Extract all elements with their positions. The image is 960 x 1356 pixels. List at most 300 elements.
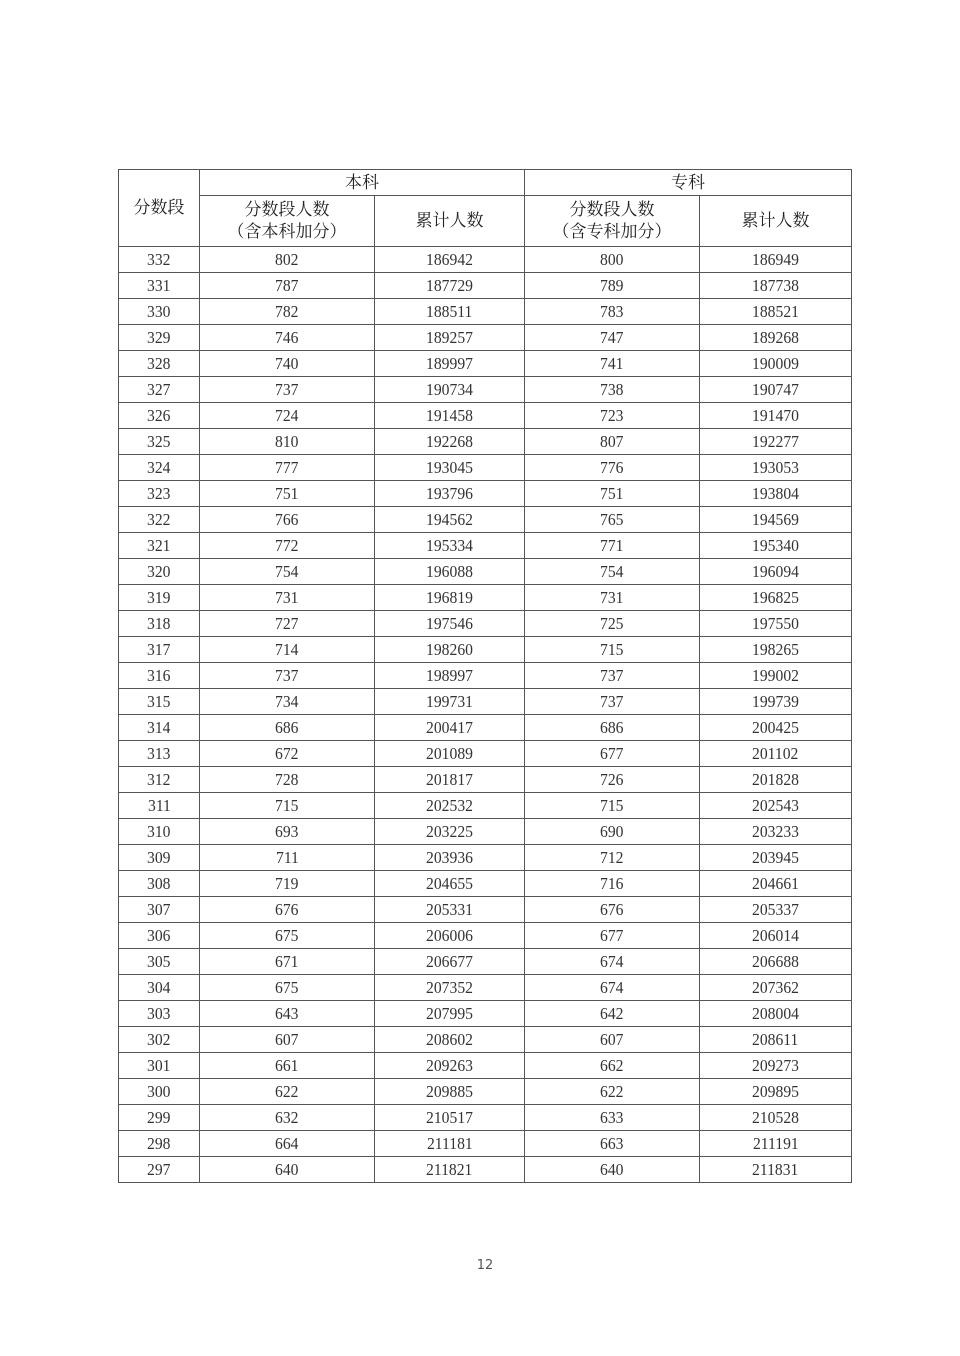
zhuanke-segment-count-cell-value: 747 [600, 328, 624, 347]
table-header [119, 170, 852, 247]
zhuanke-segment-count-cell-value: 738 [600, 380, 624, 399]
score-cell-value: 304 [147, 978, 171, 997]
benke-cumulative-cell-value: 203936 [426, 848, 473, 867]
benke-cumulative-cell [375, 793, 525, 819]
benke-segment-count-cell [200, 1027, 375, 1053]
zhuanke-segment-count-cell [525, 377, 700, 403]
score-cell-value: 321 [147, 536, 171, 555]
benke-segment-count-cell [200, 481, 375, 507]
benke-cumulative-cell-value: 192268 [426, 432, 473, 451]
zhuanke-cumulative-cell [700, 897, 852, 923]
benke-cumulative-cell-value: 206006 [426, 926, 473, 945]
zhuanke-segment-count-cell [525, 689, 700, 715]
benke-segment-count-cell-value: 672 [275, 744, 299, 763]
table-row [119, 923, 852, 949]
score-cell [119, 637, 200, 663]
table-row [119, 767, 852, 793]
zhuanke-cumulative-cell [700, 481, 852, 507]
benke-segment-count-cell-value: 728 [275, 770, 299, 789]
benke-segment-count-cell [200, 533, 375, 559]
benke-segment-count-cell [200, 351, 375, 377]
score-cell-value: 303 [147, 1004, 171, 1023]
header-zhuanke-segment-count-line1: 分数段人数 [569, 200, 655, 220]
benke-cumulative-cell [375, 1105, 525, 1131]
score-cell-value: 322 [147, 510, 171, 529]
benke-segment-count-cell [200, 689, 375, 715]
benke-segment-count-cell-value: 714 [275, 640, 299, 659]
benke-segment-count-cell-value: 751 [275, 484, 299, 503]
zhuanke-segment-count-cell-value: 642 [600, 1004, 624, 1023]
benke-cumulative-cell-value: 194562 [426, 510, 473, 529]
benke-cumulative-cell-value: 202532 [426, 796, 473, 815]
benke-cumulative-cell [375, 273, 525, 299]
benke-segment-count-cell-value: 676 [275, 900, 299, 919]
benke-segment-count-cell [200, 975, 375, 1001]
benke-cumulative-cell [375, 377, 525, 403]
zhuanke-cumulative-cell [700, 845, 852, 871]
benke-segment-count-cell-value: 607 [275, 1030, 299, 1049]
benke-segment-count-cell-value: 782 [275, 302, 299, 321]
zhuanke-cumulative-cell-value: 201102 [752, 744, 799, 763]
zhuanke-cumulative-cell [700, 767, 852, 793]
score-cell-value: 299 [147, 1108, 171, 1127]
table-row [119, 897, 852, 923]
zhuanke-cumulative-cell-value: 210528 [752, 1108, 799, 1127]
header-benke-segment-count [200, 196, 375, 247]
zhuanke-cumulative-cell [700, 429, 852, 455]
benke-cumulative-cell [375, 299, 525, 325]
table-row [119, 1053, 852, 1079]
zhuanke-cumulative-cell-value: 211191 [752, 1134, 799, 1153]
header-row-groups [119, 170, 852, 196]
benke-segment-count-cell-value: 810 [275, 432, 299, 451]
zhuanke-segment-count-cell-value: 676 [600, 900, 624, 919]
zhuanke-cumulative-cell-value: 206688 [752, 952, 799, 971]
table-row [119, 585, 852, 611]
benke-segment-count-cell-value: 802 [275, 250, 299, 269]
benke-cumulative-cell [375, 767, 525, 793]
benke-segment-count-cell-value: 724 [275, 406, 299, 425]
zhuanke-cumulative-cell-value: 196825 [752, 588, 799, 607]
table-row [119, 481, 852, 507]
table-row [119, 299, 852, 325]
score-cell-value: 323 [147, 484, 171, 503]
table-row [119, 429, 852, 455]
benke-segment-count-cell-value: 737 [275, 666, 299, 685]
score-cell-value: 330 [147, 302, 171, 321]
header-benke-segment-count-line1: 分数段人数 [244, 200, 330, 220]
zhuanke-cumulative-cell-value: 196094 [752, 562, 799, 581]
benke-cumulative-cell [375, 559, 525, 585]
benke-cumulative-cell-value: 205331 [426, 900, 473, 919]
zhuanke-cumulative-cell [700, 585, 852, 611]
table-row [119, 741, 852, 767]
zhuanke-cumulative-cell-value: 203945 [752, 848, 799, 867]
zhuanke-cumulative-cell [700, 1053, 852, 1079]
benke-cumulative-cell-value: 197546 [426, 614, 473, 633]
zhuanke-segment-count-cell [525, 637, 700, 663]
zhuanke-cumulative-cell-value: 193804 [752, 484, 799, 503]
benke-cumulative-cell [375, 715, 525, 741]
benke-cumulative-cell [375, 663, 525, 689]
zhuanke-segment-count-cell [525, 1027, 700, 1053]
score-cell [119, 273, 200, 299]
score-cell-value: 306 [147, 926, 171, 945]
zhuanke-segment-count-cell-value: 663 [600, 1134, 624, 1153]
benke-cumulative-cell-value: 207352 [426, 978, 473, 997]
zhuanke-cumulative-cell-value: 205337 [752, 900, 799, 919]
benke-segment-count-cell-value: 731 [275, 588, 299, 607]
score-cell [119, 559, 200, 585]
zhuanke-segment-count-cell [525, 559, 700, 585]
zhuanke-segment-count-cell-value: 674 [600, 978, 624, 997]
zhuanke-cumulative-cell-value: 202543 [752, 796, 799, 815]
benke-cumulative-cell-value: 186942 [426, 250, 473, 269]
table-row [119, 351, 852, 377]
zhuanke-cumulative-cell [700, 1157, 852, 1183]
zhuanke-segment-count-cell-value: 677 [600, 926, 624, 945]
zhuanke-cumulative-cell [700, 299, 852, 325]
zhuanke-segment-count-cell [525, 949, 700, 975]
header-group-zhuanke: 专科 [525, 170, 852, 196]
benke-cumulative-cell [375, 533, 525, 559]
benke-segment-count-cell-value: 675 [275, 926, 299, 945]
benke-cumulative-cell-value: 211821 [426, 1160, 473, 1179]
zhuanke-segment-count-cell [525, 897, 700, 923]
zhuanke-segment-count-cell [525, 715, 700, 741]
zhuanke-cumulative-cell-value: 201828 [752, 770, 799, 789]
zhuanke-cumulative-cell [700, 949, 852, 975]
benke-segment-count-cell [200, 923, 375, 949]
benke-segment-count-cell-value: 719 [275, 874, 299, 893]
zhuanke-segment-count-cell-value: 607 [600, 1030, 624, 1049]
zhuanke-segment-count-cell [525, 1079, 700, 1105]
benke-cumulative-cell [375, 585, 525, 611]
benke-segment-count-cell [200, 1157, 375, 1183]
table-row [119, 975, 852, 1001]
zhuanke-cumulative-cell [700, 403, 852, 429]
score-cell-value: 326 [147, 406, 171, 425]
table-row [119, 273, 852, 299]
zhuanke-segment-count-cell-value: 789 [600, 276, 624, 295]
benke-segment-count-cell-value: 740 [275, 354, 299, 373]
zhuanke-segment-count-cell-value: 712 [600, 848, 624, 867]
zhuanke-cumulative-cell-value: 209895 [752, 1082, 799, 1101]
score-cell [119, 845, 200, 871]
score-cell [119, 949, 200, 975]
score-cell-value: 313 [147, 744, 171, 763]
benke-segment-count-cell [200, 507, 375, 533]
benke-cumulative-cell-value: 190734 [426, 380, 473, 399]
score-cell-value: 301 [147, 1056, 171, 1075]
table-row [119, 611, 852, 637]
header-benke-segment-count-line2: （含本科加分） [227, 222, 347, 242]
zhuanke-segment-count-cell [525, 819, 700, 845]
zhuanke-cumulative-cell-value: 189268 [752, 328, 799, 347]
benke-cumulative-cell-value: 193796 [426, 484, 473, 503]
zhuanke-segment-count-cell [525, 247, 700, 273]
benke-cumulative-cell-value: 199731 [426, 692, 473, 711]
benke-cumulative-cell [375, 1001, 525, 1027]
zhuanke-cumulative-cell-value: 190009 [752, 354, 799, 373]
header-row-columns [119, 196, 852, 247]
zhuanke-segment-count-cell-value: 771 [600, 536, 624, 555]
benke-segment-count-cell-value: 746 [275, 328, 299, 347]
zhuanke-cumulative-cell [700, 1131, 852, 1157]
benke-cumulative-cell-value: 187729 [426, 276, 473, 295]
zhuanke-cumulative-cell-value: 199002 [752, 666, 799, 685]
page-number: 12 [476, 1258, 494, 1273]
zhuanke-segment-count-cell-value: 751 [600, 484, 624, 503]
score-cell [119, 1079, 200, 1105]
zhuanke-cumulative-cell-value: 192277 [752, 432, 799, 451]
benke-segment-count-cell-value: 661 [275, 1056, 299, 1075]
zhuanke-segment-count-cell-value: 716 [600, 874, 624, 893]
score-cell-value: 316 [147, 666, 171, 685]
zhuanke-segment-count-cell [525, 611, 700, 637]
score-cell-value: 329 [147, 328, 171, 347]
score-cell [119, 351, 200, 377]
table-row [119, 1105, 852, 1131]
score-cell-value: 308 [147, 874, 171, 893]
score-cell [119, 1027, 200, 1053]
zhuanke-segment-count-cell [525, 1157, 700, 1183]
header-group-benke: 本科 [200, 170, 525, 196]
benke-segment-count-cell [200, 273, 375, 299]
zhuanke-cumulative-cell [700, 455, 852, 481]
benke-segment-count-cell [200, 1079, 375, 1105]
zhuanke-cumulative-cell-value: 187738 [752, 276, 799, 295]
benke-cumulative-cell-value: 210517 [426, 1108, 473, 1127]
zhuanke-segment-count-cell [525, 1001, 700, 1027]
zhuanke-segment-count-cell [525, 351, 700, 377]
table-row [119, 637, 852, 663]
table-row [119, 507, 852, 533]
zhuanke-segment-count-cell-value: 715 [600, 796, 624, 815]
table-body [119, 247, 852, 1183]
zhuanke-cumulative-cell [700, 923, 852, 949]
benke-cumulative-cell-value: 201817 [426, 770, 473, 789]
header-zhuanke-segment-count [525, 196, 700, 247]
zhuanke-cumulative-cell [700, 507, 852, 533]
score-cell [119, 325, 200, 351]
benke-segment-count-cell-value: 787 [275, 276, 299, 295]
zhuanke-cumulative-cell-value: 208004 [752, 1004, 799, 1023]
benke-segment-count-cell [200, 819, 375, 845]
benke-cumulative-cell [375, 1027, 525, 1053]
benke-cumulative-cell [375, 403, 525, 429]
score-cell-value: 315 [147, 692, 171, 711]
score-cell [119, 1001, 200, 1027]
score-cell [119, 1157, 200, 1183]
benke-cumulative-cell [375, 871, 525, 897]
score-cell-value: 310 [147, 822, 171, 841]
score-cell [119, 1053, 200, 1079]
benke-segment-count-cell-value: 734 [275, 692, 299, 711]
score-cell-value: 327 [147, 380, 171, 399]
score-cell-value: 332 [147, 250, 171, 269]
zhuanke-segment-count-cell-value: 715 [600, 640, 624, 659]
benke-cumulative-cell [375, 351, 525, 377]
zhuanke-segment-count-cell [525, 871, 700, 897]
zhuanke-segment-count-cell [525, 1105, 700, 1131]
zhuanke-segment-count-cell-value: 686 [600, 718, 624, 737]
zhuanke-cumulative-cell-value: 206014 [752, 926, 799, 945]
zhuanke-segment-count-cell [525, 403, 700, 429]
benke-segment-count-cell [200, 1001, 375, 1027]
score-cell [119, 507, 200, 533]
benke-segment-count-cell-value: 664 [275, 1134, 299, 1153]
zhuanke-cumulative-cell-value: 203233 [752, 822, 799, 841]
benke-segment-count-cell-value: 772 [275, 536, 299, 555]
zhuanke-segment-count-cell-value: 731 [600, 588, 624, 607]
table-row [119, 1131, 852, 1157]
benke-segment-count-cell [200, 793, 375, 819]
table-row [119, 247, 852, 273]
zhuanke-cumulative-cell [700, 793, 852, 819]
benke-segment-count-cell [200, 559, 375, 585]
zhuanke-segment-count-cell-value: 674 [600, 952, 624, 971]
zhuanke-segment-count-cell [525, 481, 700, 507]
benke-cumulative-cell-value: 198260 [426, 640, 473, 659]
score-cell [119, 299, 200, 325]
zhuanke-cumulative-cell [700, 637, 852, 663]
benke-segment-count-cell [200, 1131, 375, 1157]
benke-cumulative-cell [375, 507, 525, 533]
zhuanke-segment-count-cell-value: 726 [600, 770, 624, 789]
score-cell [119, 897, 200, 923]
benke-segment-count-cell [200, 429, 375, 455]
score-cell-value: 297 [147, 1160, 171, 1179]
score-distribution-table [118, 169, 852, 1183]
zhuanke-segment-count-cell [525, 1131, 700, 1157]
score-cell-value: 309 [147, 848, 171, 867]
score-cell [119, 767, 200, 793]
score-cell-value: 320 [147, 562, 171, 581]
benke-cumulative-cell-value: 209885 [426, 1082, 473, 1101]
table-row [119, 559, 852, 585]
benke-segment-count-cell [200, 949, 375, 975]
score-cell [119, 429, 200, 455]
header-score-segment: 分数段 [119, 170, 200, 247]
zhuanke-cumulative-cell-value: 198265 [752, 640, 799, 659]
benke-segment-count-cell [200, 845, 375, 871]
zhuanke-segment-count-cell-value: 677 [600, 744, 624, 763]
zhuanke-cumulative-cell-value: 190747 [752, 380, 799, 399]
score-cell-value: 305 [147, 952, 171, 971]
benke-segment-count-cell [200, 403, 375, 429]
zhuanke-cumulative-cell [700, 325, 852, 351]
benke-segment-count-cell-value: 640 [275, 1160, 299, 1179]
benke-segment-count-cell-value: 711 [275, 848, 299, 867]
zhuanke-cumulative-cell [700, 377, 852, 403]
benke-cumulative-cell-value: 191458 [426, 406, 473, 425]
score-cell-value: 319 [147, 588, 171, 607]
benke-cumulative-cell [375, 455, 525, 481]
benke-cumulative-cell-value: 198997 [426, 666, 473, 685]
score-cell-value: 331 [147, 276, 171, 295]
benke-cumulative-cell-value: 204655 [426, 874, 473, 893]
benke-cumulative-cell-value: 195334 [426, 536, 473, 555]
benke-segment-count-cell-value: 632 [275, 1108, 299, 1127]
table-row [119, 455, 852, 481]
benke-cumulative-cell [375, 325, 525, 351]
score-cell [119, 663, 200, 689]
zhuanke-segment-count-cell-value: 622 [600, 1082, 624, 1101]
zhuanke-segment-count-cell-value: 662 [600, 1056, 624, 1075]
benke-cumulative-cell-value: 207995 [426, 1004, 473, 1023]
zhuanke-segment-count-cell-value: 800 [600, 250, 624, 269]
zhuanke-segment-count-cell-value: 783 [600, 302, 624, 321]
benke-segment-count-cell [200, 585, 375, 611]
header-zhuanke-cumulative: 累计人数 [700, 196, 852, 247]
score-cell-value: 312 [147, 770, 171, 789]
benke-cumulative-cell [375, 1079, 525, 1105]
zhuanke-cumulative-cell-value: 193053 [752, 458, 799, 477]
score-cell [119, 975, 200, 1001]
zhuanke-segment-count-cell [525, 793, 700, 819]
benke-cumulative-cell-value: 193045 [426, 458, 473, 477]
table-row [119, 403, 852, 429]
benke-cumulative-cell-value: 208602 [426, 1030, 473, 1049]
score-cell [119, 611, 200, 637]
zhuanke-cumulative-cell-value: 194569 [752, 510, 799, 529]
benke-cumulative-cell [375, 897, 525, 923]
zhuanke-segment-count-cell [525, 923, 700, 949]
score-cell [119, 481, 200, 507]
score-cell-value: 324 [147, 458, 171, 477]
zhuanke-segment-count-cell [525, 429, 700, 455]
score-cell [119, 1105, 200, 1131]
zhuanke-cumulative-cell-value: 200425 [752, 718, 799, 737]
score-cell-value: 317 [147, 640, 171, 659]
benke-cumulative-cell [375, 949, 525, 975]
zhuanke-segment-count-cell-value: 737 [600, 692, 624, 711]
header-zhuanke-segment-count-line2: （含专科加分） [552, 222, 672, 242]
zhuanke-cumulative-cell [700, 559, 852, 585]
zhuanke-segment-count-cell [525, 741, 700, 767]
benke-cumulative-cell-value: 196088 [426, 562, 473, 581]
score-cell [119, 377, 200, 403]
zhuanke-segment-count-cell-value: 776 [600, 458, 624, 477]
score-cell-value: 300 [147, 1082, 171, 1101]
score-cell [119, 247, 200, 273]
benke-segment-count-cell [200, 637, 375, 663]
zhuanke-segment-count-cell [525, 507, 700, 533]
table-row [119, 377, 852, 403]
zhuanke-segment-count-cell [525, 1053, 700, 1079]
zhuanke-segment-count-cell-value: 723 [600, 406, 624, 425]
score-cell-value: 325 [147, 432, 171, 451]
benke-cumulative-cell-value: 206677 [426, 952, 473, 971]
zhuanke-segment-count-cell-value: 807 [600, 432, 624, 451]
table-row [119, 871, 852, 897]
zhuanke-segment-count-cell [525, 767, 700, 793]
zhuanke-segment-count-cell-value: 741 [600, 354, 624, 373]
score-cell [119, 1131, 200, 1157]
zhuanke-segment-count-cell-value: 725 [600, 614, 624, 633]
zhuanke-cumulative-cell [700, 819, 852, 845]
zhuanke-segment-count-cell [525, 975, 700, 1001]
score-cell-value: 302 [147, 1030, 171, 1049]
table-row [119, 1157, 852, 1183]
benke-cumulative-cell [375, 923, 525, 949]
zhuanke-cumulative-cell [700, 247, 852, 273]
table-row [119, 819, 852, 845]
benke-segment-count-cell [200, 897, 375, 923]
zhuanke-cumulative-cell [700, 663, 852, 689]
zhuanke-cumulative-cell [700, 741, 852, 767]
